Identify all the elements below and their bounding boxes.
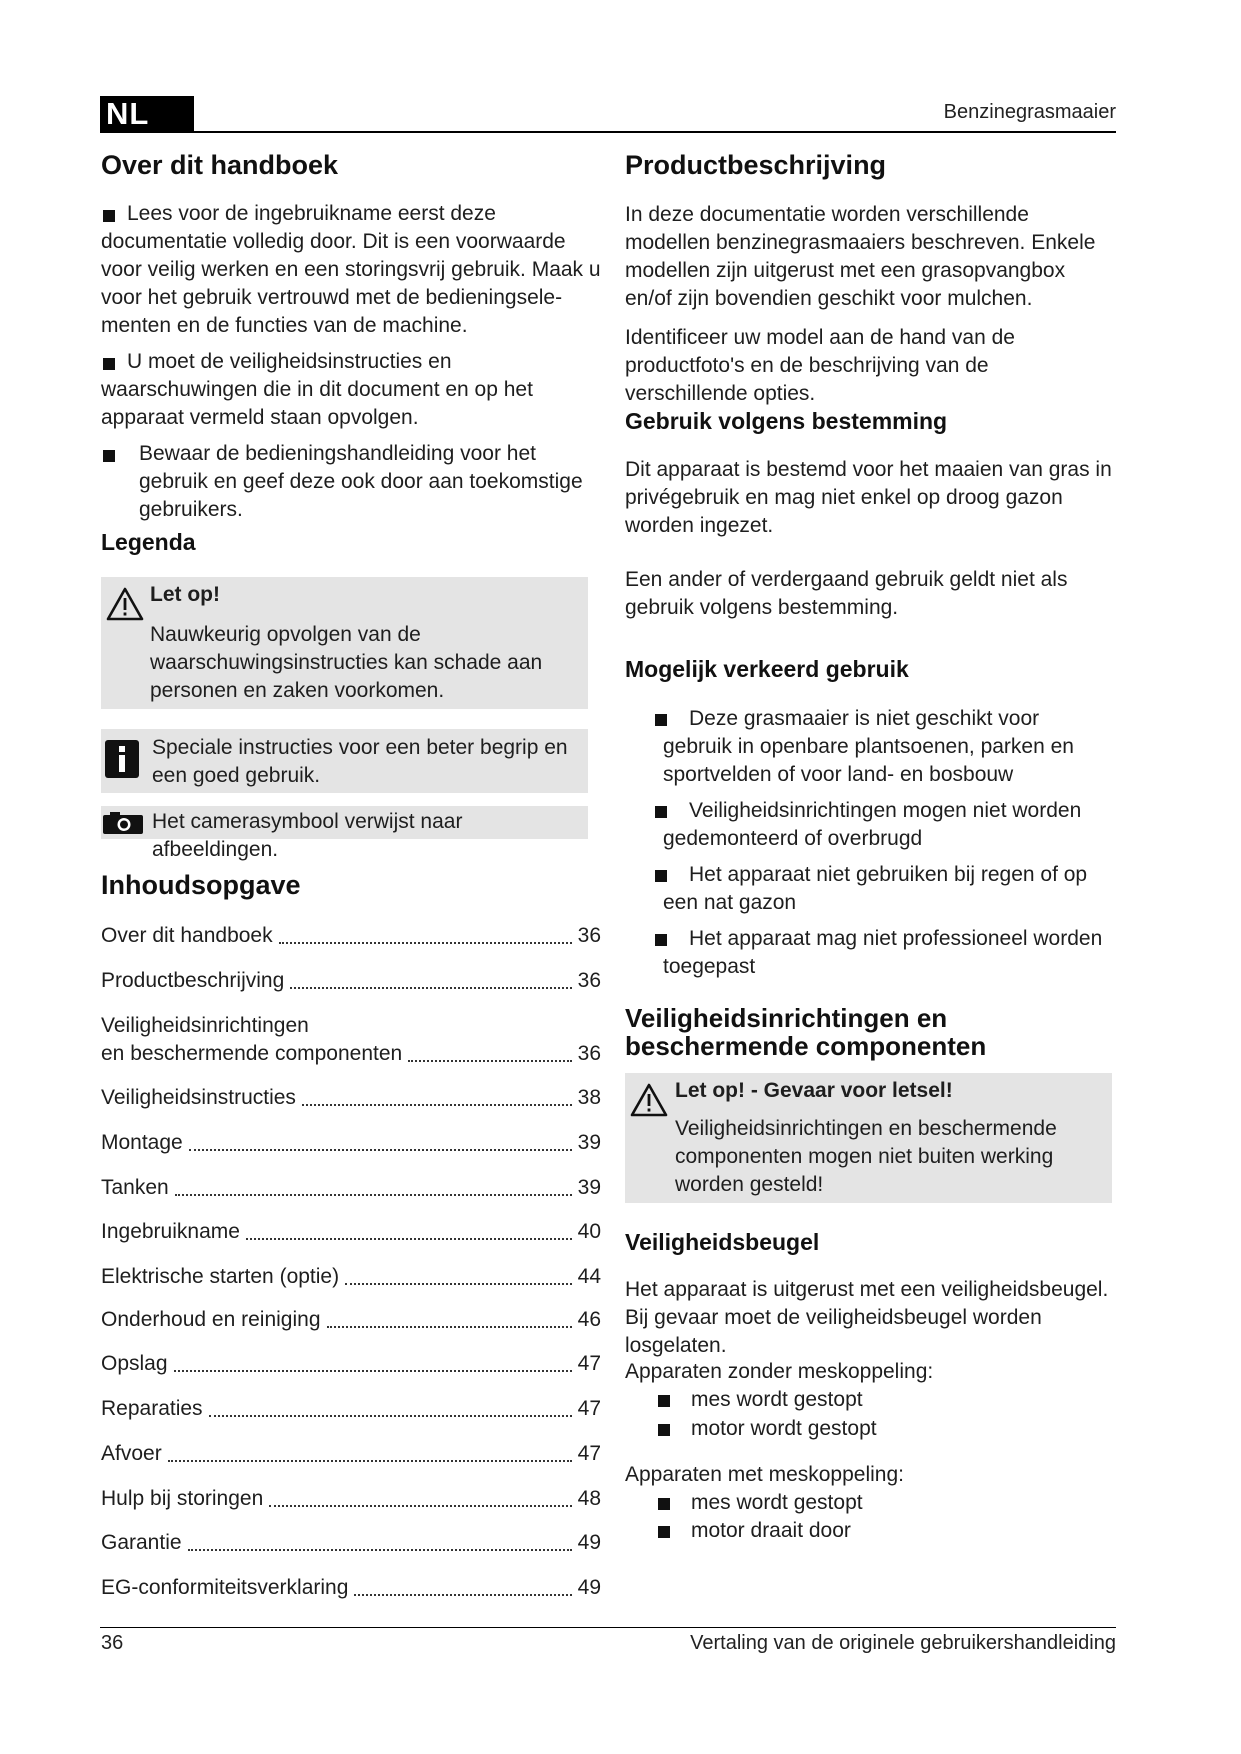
bracket-text: Het apparaat is uitgerust met een veiligheidsbeugel. Bij gevaar moet de veiligheidsbeugel worden losgelaten. [625,1278,1109,1357]
group-without-clutch-title: Apparaten zonder meskoppeling: [625,1360,934,1383]
left-column [101,150,603,524]
list-item: mes wordt gestopt [625,1489,1025,1517]
warning-note [101,577,588,709]
product-text-2: Identificeer uw model aan de hand van de productfoto's en de beschrijving van de verschillende opties. [625,326,1015,405]
toc-entry[interactable]: Opslag 47 [101,1352,601,1375]
toc-entry[interactable]: EG-conformiteitsverklaring 49 [101,1576,601,1599]
toc-entry[interactable]: Reparaties 47 [101,1397,601,1420]
toc-entry[interactable]: Hulp bij storingen 48 [101,1487,601,1510]
bracket-heading: Veiligheidsbeugel [625,1229,820,1255]
toc-heading: Inhoudsopgave [101,870,301,900]
about-bullets [101,200,606,524]
misuse-bullet: Het apparaat mag niet professioneel worden toegepast [625,925,1145,981]
intended-use-heading: Gebruik volgens bestemming [625,408,948,434]
toc-entry-line1: Veiligheidsinrichtingen [101,1014,309,1037]
toc-entry[interactable]: Onderhoud en reiniging 46 [101,1308,601,1331]
product-text-1: In deze documentatie worden verschillende modellen benzinegrasmaaiers beschreven. Enkele modellen zijn uitgerust met een grasopvangbox en/of zijn bovendien geschikt voor mulchen. [625,203,1096,310]
group-without-clutch-list [625,1386,1025,1443]
misuse-bullet: Deze grasmaaier is niet geschikt voor gebruik in openbare plantsoenen, parken en sportvelden of voor land- en bosbouw [625,705,1145,789]
safety-warning-title: Let op! - Gevaar voor letsel! [675,1079,953,1102]
camera-icon [102,811,144,835]
bullet-square-icon [655,934,667,946]
footer-text: Vertaling van de originele gebruikershandleiding [690,1632,1116,1654]
page-number: 36 [101,1632,124,1654]
bullet-square-icon [655,714,667,726]
bullet-square-icon [655,870,667,882]
warning-title: Let op! [150,583,220,606]
misuse-bullets [625,705,1145,981]
bullet-square-icon [658,1498,670,1510]
header-rule [100,131,1116,133]
info-text: Speciale instructies voor een beter begrip en een goed gebruik. [152,736,568,787]
header-title: Benzinegrasmaaier [943,101,1116,123]
toc-entry[interactable]: Productbeschrijving 36 [101,969,601,992]
legend-heading: Legenda [101,529,196,555]
bullet-square-icon [658,1395,670,1407]
toc-entry[interactable]: Ingebruikname 40 [101,1220,601,1243]
warning-triangle-icon [105,586,145,622]
group-with-clutch-list [625,1489,1025,1545]
toc-entry[interactable]: Veiligheidsinstructies 38 [101,1086,601,1109]
misuse-bullet: Veiligheidsinrichtingen mogen niet worden gedemonteerd of overbrugd [625,797,1145,853]
group-with-clutch-title: Apparaten met meskoppeling: [625,1463,904,1486]
bullet-square-icon [103,450,115,462]
list-item: motor wordt gestopt [625,1415,1025,1443]
misuse-heading: Mogelijk verkeerd gebruik [625,656,909,682]
info-note [101,729,588,793]
bullet-square-icon [103,210,115,222]
about-bullet: Lees voor de ingebruikname eerst deze documentatie volledig door. Dit is een voorwaarde voor veilig werken en een storingsvrij gebruik. Maak u voor het gebruik vertrouwd met de bedieningsele-menten en de functies van de machine. [101,202,601,337]
product-heading: Productbeschrijving [625,150,887,180]
safety-heading: Veiligheidsinrichtingen en beschermende componenten [625,1003,987,1061]
list-item: motor draait door [625,1517,1025,1545]
list-item: mes wordt gestopt [625,1386,1025,1414]
warning-triangle-icon [629,1082,669,1118]
about-bullet: U moet de veiligheidsinstructies en waarschuwingen die in dit document en op het apparaat vermeld staan opvolgen. [101,350,533,429]
misuse-bullet: Het apparaat niet gebruiken bij regen of op een nat gazon [625,861,1145,917]
toc-entry[interactable]: en beschermende componenten 36 [101,1042,601,1065]
info-icon [104,739,140,779]
about-heading: Over dit handboek [101,150,339,180]
bullet-square-icon [658,1526,670,1538]
camera-text: Het camerasymbool verwijst naar afbeeldingen. [152,810,463,861]
intended-use-text-2: Een ander of verdergaand gebruik geldt niet als gebruik volgens bestemming. [625,568,1068,619]
toc-entry[interactable]: Elektrische starten (optie) 44 [101,1265,601,1288]
toc-entry[interactable]: Tanken 39 [101,1176,601,1199]
toc-entry[interactable]: Over dit handboek 36 [101,924,601,947]
intended-use-text-1: Dit apparaat is bestemd voor het maaien van gras in privégebruik en mag niet enkel op droog gazon worden ingezet. [625,458,1112,537]
language-badge: NL [100,96,194,132]
warning-text: Nauwkeurig opvolgen van de waarschuwingsinstructies kan schade aan personen en zaken voorkomen. [150,623,543,702]
bullet-square-icon [658,1424,670,1436]
camera-note [101,806,588,861]
toc-entry[interactable]: Afvoer 47 [101,1442,601,1465]
footer-rule [100,1627,1116,1628]
safety-warning-text: Veiligheidsinrichtingen en beschermende componenten mogen niet buiten werking worden gesteld! [675,1117,1057,1196]
safety-warning-note [625,1073,1112,1203]
bullet-square-icon [655,806,667,818]
toc-entry[interactable]: Montage 39 [101,1131,601,1154]
bullet-square-icon [103,358,115,370]
about-bullet: Bewaar de bedieningshandleiding voor het gebruik en geef deze ook door aan toekomstige gebruikers. [101,440,606,524]
toc-entry[interactable]: Garantie 49 [101,1531,601,1554]
